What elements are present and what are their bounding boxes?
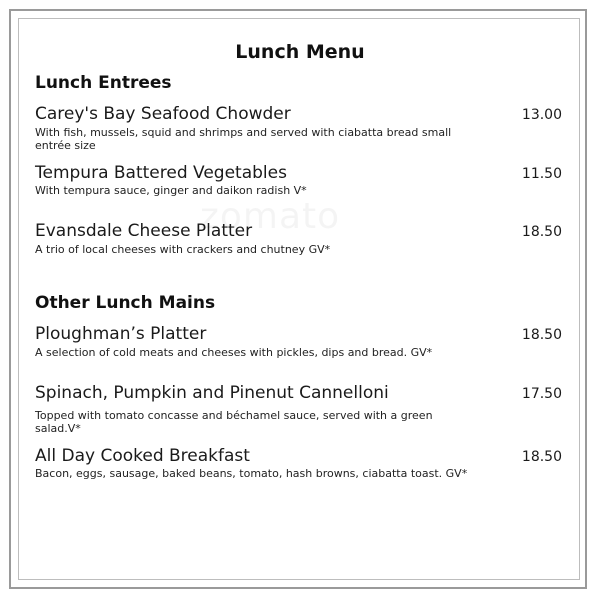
menu-item-price: 11.50	[521, 166, 562, 182]
menu-item-name: Ploughman’s Platter	[35, 324, 207, 344]
menu-item-price: 13.00	[521, 107, 562, 123]
menu-item-price: 18.50	[521, 449, 562, 465]
menu-item-name: Tempura Battered Vegetables	[35, 163, 287, 183]
menu-item-price: 18.50	[521, 327, 562, 343]
menu-item-name: Carey's Bay Seafood Chowder	[35, 104, 291, 124]
menu-item-description: With tempura sauce, ginger and daikon radish V*	[35, 184, 307, 197]
menu-title: Lunch Menu	[235, 41, 365, 63]
menu-item-price: 18.50	[521, 224, 562, 240]
section-heading-lunch-entrees: Lunch Entrees	[35, 73, 172, 93]
menu-item-description: With fish, mussels, squid and shrimps and served with ciabatta bread small entrée size	[35, 126, 452, 152]
menu-item-price: 17.50	[521, 386, 562, 402]
menu-item-description: Topped with tomato concasse and béchamel sauce, served with a green salad.V*	[35, 409, 433, 435]
menu-item-description: Bacon, eggs, sausage, baked beans, tomato, hash browns, ciabatta toast. GV*	[35, 467, 468, 480]
menu-item-name: Evansdale Cheese Platter	[35, 221, 253, 241]
menu-item-name: All Day Cooked Breakfast	[35, 446, 250, 466]
menu-item-description: A selection of cold meats and cheeses with pickles, dips and bread. GV*	[35, 346, 433, 359]
menu-item-description: A trio of local cheeses with crackers and chutney GV*	[35, 243, 331, 256]
section-heading-other-lunch-mains: Other Lunch Mains	[35, 293, 216, 313]
menu-item-name: Spinach, Pumpkin and Pinenut Cannelloni	[35, 383, 389, 403]
